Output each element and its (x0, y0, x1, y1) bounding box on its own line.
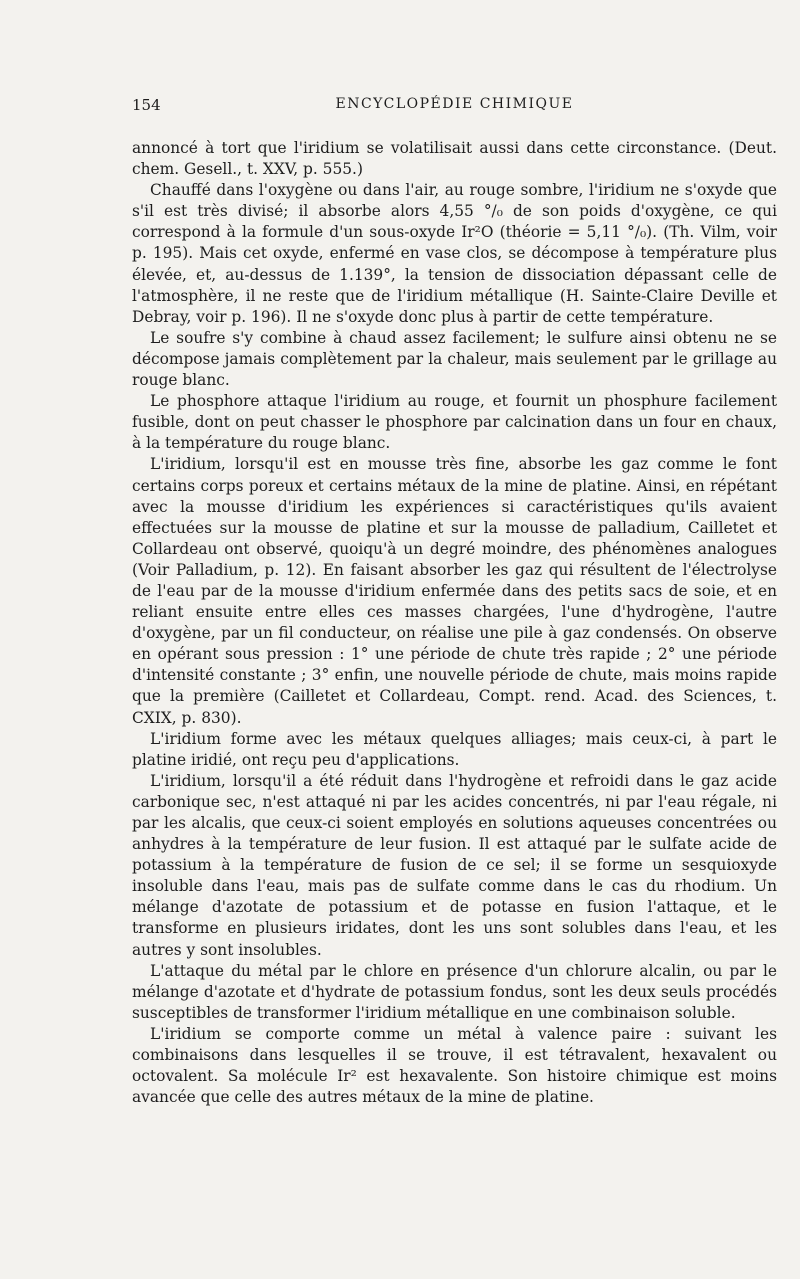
paragraph-5: L'iridium, lorsqu'il est en mousse très fine, absorbe les gaz comme le font certains corps poreux et certains métaux de la mine de platine. Ainsi, en répétant avec la mousse d'iridium les expériences si caractéristiques qu'ils avaient effectuées sur la mousse de platine et sur la mousse de palladium, Cailletet et Collardeau ont observé, quoiqu'à un degré moindre, des phénomènes analogues (Voir Palladium, p. 12). En faisant absorber les gaz qui résultent de l'électrolyse de l'eau par de la mousse d'iridium enfermée dans des petits sacs de soie, et en reliant ensuite entre elles ces masses chargées, l'une d'hydrogène, l'autre d'oxygène, par un fil conducteur, on réalise une pile à gaz condensés. On observe en opérant sous pression : 1° une période de chute très rapide ; 2° une période d'intensité constante ; 3° enfin, une nouvelle période de chute, mais moins rapide que la première (Cailletet et Collardeau, Compt. rend. Acad. des Sciences, t. CXIX, p. 830). (132, 455, 777, 727)
paragraph-1: annoncé à tort que l'iridium se volatilisait aussi dans cette circonstance. (Deut. chem. Gesell., t. XXV, p. 555.) (132, 139, 777, 179)
paragraph-4: Le phosphore attaque l'iridium au rouge, et fournit un phosphure facilement fusible, dont on peut chasser le phosphore par calcination dans un four en chaux, à la température du rouge blanc. (132, 392, 777, 453)
running-title: ENCYCLOPÉDIE CHIMIQUE (335, 96, 574, 112)
paragraph-3: Le soufre s'y combine à chaud assez facilement; le sulfure ainsi obtenu ne se décompose jamais complètement par la chaleur, mais seulement par le grillage au rouge blanc. (132, 328, 777, 390)
paragraph-6: L'iridium forme avec les métaux quelques alliages; mais ceux-ci, à part le platine iridié, ont reçu peu d'applications. (132, 729, 777, 769)
paragraph-8: L'attaque du métal par le chlore en présence d'un chlorure alcalin, ou par le mélange d'azotate et d'hydrate de potassium fondus, sont les deux seuls procédés susceptibles de transformer l'iridium métallique en une combinaison soluble. (132, 961, 777, 1022)
paragraph-2: Chauffé dans l'oxygène ou dans l'air, au rouge sombre, l'iridium ne s'oxyde que s'il est très divisé; il absorbe alors 4,55 °/₀ de son poids d'oxygène, ce qui correspond à la formule d'un sous-oxyde Ir²O (théorie = 5,11 °/₀). (Th. Vilm, voir p. 195). Mais cet oxyde, enfermé en vase clos, se décompose à température plus élevée, et, au-dessus de 1.139°, la tension de dissociation dépassant celle de l'atmosphère, il ne reste que de l'iridium métallique (H. Sainte-Claire Deville et Debray, voir p. 196). Il ne s'oxyde donc plus à partir de cette température. (132, 181, 777, 326)
paragraph-7: L'iridium, lorsqu'il a été réduit dans l'hydrogène et refroidi dans le gaz acide carbonique sec, n'est attaqué ni par les acides concentrés, ni par l'eau régale, ni par les alcalis, que ceux-ci soient employés en solutions aqueuses concentrées ou anhydres à la température de leur fusion. Il est attaqué par le sulfate acide de potassium à la température de fusion de ce sel; il se forme un sesquioxyde insoluble dans l'eau, mais pas de sulfate comme dans le cas du rhodium. Un mélange d'azotate de potassium et de potasse en fusion l'attaque, et le transforme en plusieurs iridates, dont les uns sont solubles dans l'eau, et les autres y sont insolubles. (132, 771, 777, 959)
paragraph-9: L'iridium se comporte comme un métal à valence paire : suivant les combinaisons dans lesquelles il se trouve, il est tétravalent, hexavalent ou octovalent. Sa molécule Ir² est hexavalente. Son histoire chimique est moins avancée que celle des autres métaux de la mine de platine. (132, 1024, 777, 1107)
page-number: 154 (132, 96, 161, 114)
page-header (132, 96, 777, 118)
book-page (132, 96, 777, 1108)
